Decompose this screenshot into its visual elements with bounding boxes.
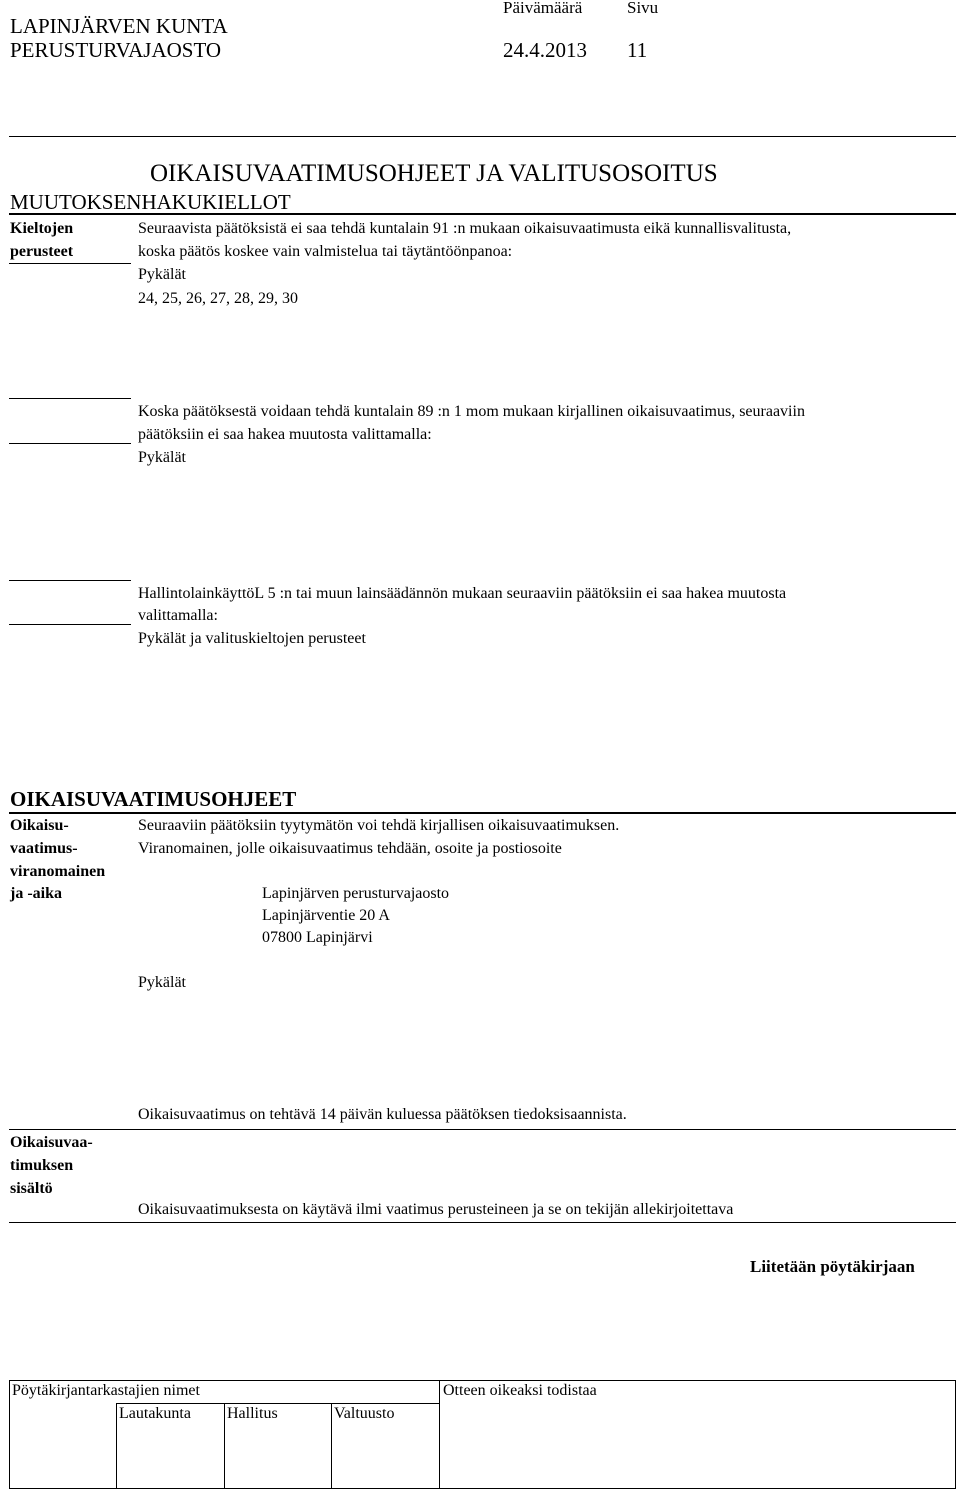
para3-rule-bottom: [9, 624, 131, 625]
col-lautakunta: Lautakunta: [119, 1405, 191, 1422]
col-hallitus: Hallitus: [227, 1405, 278, 1422]
oikaisu-line1: Seuraaviin päätöksiin tyytymätön voi tehdä kirjallisen oikaisuvaatimuksen.: [138, 817, 620, 834]
footer-subheader-rule: [116, 1403, 439, 1404]
deadline-text: Oikaisuvaatimus on tehtävä 14 päivän kuluessa päätöksen tiedoksisaannista.: [138, 1106, 627, 1123]
para2-pykalat: Pykälät: [138, 449, 186, 466]
side-label-line1: Kieltojen: [10, 220, 74, 237]
para1-pykalat: Pykälät: [138, 266, 186, 283]
para2-line2: päätöksiin ei saa hakea muutosta valittamalla:: [138, 426, 432, 443]
content-label-3: sisältö: [10, 1180, 53, 1197]
oikaisu-side-label-3: viranomainen: [10, 863, 106, 880]
footer-col-sep-2: [224, 1403, 225, 1489]
page-label: Sivu: [627, 0, 659, 17]
col-valtuusto: Valtuusto: [334, 1405, 395, 1422]
footer-col-sep-1: [116, 1403, 117, 1489]
section-divider: [9, 213, 956, 215]
content-label-1: Oikaisuvaa-: [10, 1134, 93, 1151]
para3-rule-top: [9, 580, 131, 581]
section-heading-rectification: OIKAISUVAATIMUSOHJEET: [10, 787, 297, 811]
oikaisu-pykalat: Pykälät: [138, 974, 186, 991]
para1-line2: koska päätös koskee vain valmistelua tai täytäntöönpanoa:: [138, 243, 513, 260]
para3-line1: HallintolainkäyttöL 5 :n tai muun lainsäädännön mukaan seuraaviin päätöksiin ei saa hakea muutosta: [138, 585, 787, 602]
oikaisu-side-label-4: ja -aika: [10, 885, 62, 902]
oikaisu-line2: Viranomainen, jolle oikaisuvaatimus tehdään, osoite ja postiosoite: [138, 840, 562, 857]
footer-col-sep-3: [331, 1403, 332, 1489]
para1-line1: Seuraavista päätöksistä ei saa tehdä kuntalain 91 :n mukaan oikaisuvaatimusta eikä kunnallisvalitusta,: [138, 220, 792, 237]
reviewers-label: Pöytäkirjantarkastajien nimet: [12, 1382, 200, 1399]
address-line1: Lapinjärven perusturvajaosto: [262, 885, 450, 902]
section-divider: [9, 812, 956, 814]
side-label-rule: [9, 263, 131, 264]
side-label-line2: perusteet: [10, 243, 74, 260]
page-title: OIKAISUVAATIMUSOHJEET JA VALITUSOSOITUS: [150, 160, 718, 187]
oikaisu-side-label-1: Oikaisu-: [10, 817, 69, 834]
para2-line1: Koska päätöksestä voidaan tehdä kuntalain 89 :n 1 mom mukaan kirjallinen oikaisuvaatimus, seuraaviin: [138, 403, 805, 420]
header-divider: [9, 136, 956, 137]
content-section-rule-top: [9, 1129, 956, 1130]
date-label: Päivämäärä: [503, 0, 583, 17]
certified-copy-label: Otteen oikeaksi todistaa: [443, 1382, 597, 1399]
section-heading-appeal-bans: MUUTOKSENHAKUKIELLOT: [10, 190, 291, 214]
para1-section-numbers: 24, 25, 26, 27, 28, 29, 30: [138, 290, 298, 307]
para3-line3: Pykälät ja valituskieltojen perusteet: [138, 630, 366, 647]
oikaisu-side-label-2: vaatimus-: [10, 840, 78, 857]
content-text: Oikaisuvaatimuksesta on käytävä ilmi vaatimus perusteineen ja se on tekijän allekirjoitettava: [138, 1201, 734, 1218]
meeting-date: 24.4.2013: [503, 38, 587, 62]
address-line2: Lapinjärventie 20 A: [262, 907, 390, 924]
para2-rule-top: [9, 398, 131, 399]
attach-to-minutes: Liitetään pöytäkirjaan: [750, 1257, 915, 1276]
organization-name: LAPINJÄRVEN KUNTA: [10, 14, 228, 38]
page-number: 11: [627, 38, 648, 62]
address-line3: 07800 Lapinjärvi: [262, 929, 373, 946]
content-section-rule-bottom: [9, 1222, 956, 1223]
para3-line2: valittamalla:: [138, 607, 218, 624]
committee-name: PERUSTURVAJAOSTO: [10, 38, 222, 62]
para2-rule-bottom: [9, 443, 131, 444]
footer-column-divider: [439, 1380, 440, 1489]
content-label-2: timuksen: [10, 1157, 74, 1174]
